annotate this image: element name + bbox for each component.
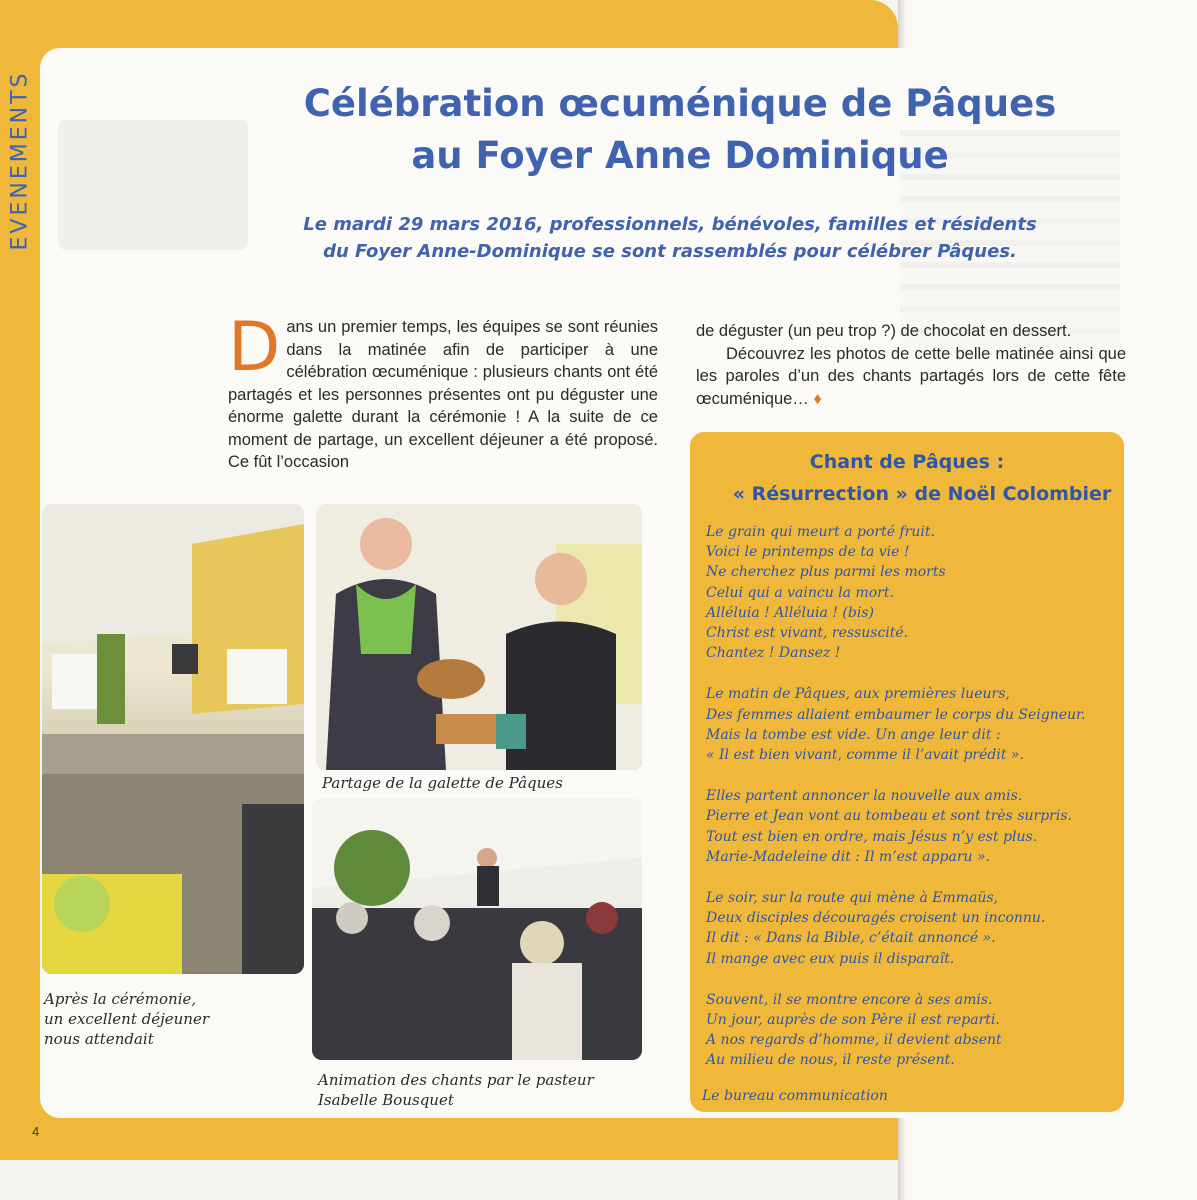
article-title [240, 78, 1120, 182]
caption-hall-line-3: nous attendait [44, 1030, 154, 1048]
caption-dining-hall [44, 989, 284, 1049]
verse-line: Mais la tombe est vide. Un ange leur dit : [706, 726, 1001, 743]
chants-animation-illustration [312, 798, 642, 1060]
song-verses [706, 522, 1116, 1092]
intro-line-2: du Foyer Anne-Dominique se sont rassemblés pour célébrer Pâques. [323, 241, 1017, 262]
body-col1-text: ans un premier temps, les équipes se sont réunies dans la matinée afin de participer à une célébration œcuménique : plusieurs chants ont été partagés et les personnes présentes ont pu déguster une énorme galette durant la cérémonie ! A la suite de ce moment de partage, un excellent déjeuner a été proposé. Ce fût l’occasion [228, 318, 658, 471]
section-label [2, 30, 38, 290]
verse-line: A nos regards d’homme, il devient absent [706, 1032, 1002, 1049]
intro-line-1: Le mardi 29 mars 2016, professionnels, bénévoles, familles et résidents [303, 214, 1037, 235]
caption-galette: Partage de la galette de Pâques [322, 774, 563, 792]
verse-line: Voici le printemps de ta vie ! [706, 544, 910, 561]
photo-dining-hall [42, 504, 304, 974]
stanza [706, 522, 1116, 663]
verse-line: Celui qui a vaincu la mort. [706, 584, 894, 601]
caption-chants-line-2: Isabelle Bousquet [318, 1091, 454, 1109]
page-number: 4 [32, 1124, 40, 1139]
verse-line: Le grain qui meurt a porté fruit. [706, 524, 935, 540]
article-intro [250, 211, 1090, 265]
verse-line: Christ est vivant, ressuscité. [706, 625, 909, 642]
verse-line: Deux disciples découragés croisent un inconnu. [706, 910, 1046, 927]
photo-galette-sharing [316, 504, 642, 770]
verse-line: Des femmes allaient embaumer le corps du Seigneur. [706, 706, 1086, 723]
dining-hall-illustration [42, 504, 304, 974]
verse-line: Au milieu de nous, il reste présent. [706, 1052, 955, 1069]
verse-line: Un jour, auprès de son Père il est reparti. [706, 1012, 1000, 1029]
song-title [690, 446, 1124, 510]
verse-line: Le soir, sur la route qui mène à Emmaüs, [706, 890, 999, 907]
title-line-1: Célébration œcuménique de Pâques [303, 82, 1057, 125]
body-col2-para2-text: Découvrez les photos de cette belle matinée ainsi que les paroles d’un des chants partagés lors de cette fête œcuménique… [696, 344, 1126, 408]
body-column-2 [696, 320, 1126, 410]
song-title-line-1: Chant de Pâques : [809, 451, 1005, 473]
stanza [706, 888, 1116, 969]
verse-line: Chantez ! Dansez ! [706, 645, 841, 662]
verse-line: Marie-Madeleine dit : Il m’est apparu ». [706, 848, 990, 865]
verse-line: Il dit : « Dans la Bible, c’était annoncé ». [706, 930, 996, 947]
verse-line: Il mange avec eux puis il disparaît. [706, 950, 955, 967]
caption-hall-line-2: un excellent déjeuner [44, 1010, 210, 1028]
stanza [706, 684, 1116, 765]
show-through-ghost [58, 120, 248, 250]
photo-chants-animation [312, 798, 642, 1060]
drop-cap: D [228, 308, 281, 387]
verse-line: Ne cherchez plus parmi les morts [706, 564, 946, 581]
song-title-line-2: « Résurrection » de Noël Colombier [732, 483, 1112, 505]
verse-line: Alléluia ! Alléluia ! (bis) [706, 604, 874, 621]
section-label-text: EVENEMENTS [7, 70, 33, 250]
title-line-2: au Foyer Anne Dominique [411, 134, 949, 177]
galette-sharing-illustration [316, 504, 642, 770]
caption-chants [318, 1070, 648, 1110]
stanza [706, 990, 1116, 1071]
verse-line: Souvent, il se montre encore à ses amis. [706, 991, 993, 1008]
diamond-icon: ♦ [813, 389, 822, 408]
body-col2-para1: de déguster (un peu trop ?) de chocolat en dessert. [696, 322, 1072, 340]
body-col2-para2 [696, 343, 1126, 411]
song-box [690, 432, 1124, 1112]
caption-hall-line-1: Après la cérémonie, [44, 990, 197, 1008]
verse-line: « Il est bien vivant, comme il l’avait prédit ». [706, 747, 1024, 764]
verse-line: Le matin de Pâques, aux premières lueurs, [706, 686, 1010, 703]
verse-line: Elles partent annoncer la nouvelle aux amis. [706, 788, 1023, 805]
verse-line: Tout est bien en ordre, mais Jésus n’y est plus. [706, 828, 1038, 845]
song-signature: Le bureau communication [702, 1088, 888, 1104]
caption-chants-line-1: Animation des chants par le pasteur [318, 1071, 594, 1089]
stanza [706, 786, 1116, 867]
body-column-1 [228, 308, 658, 474]
verse-line: Pierre et Jean vont au tombeau et sont très surpris. [706, 808, 1072, 825]
